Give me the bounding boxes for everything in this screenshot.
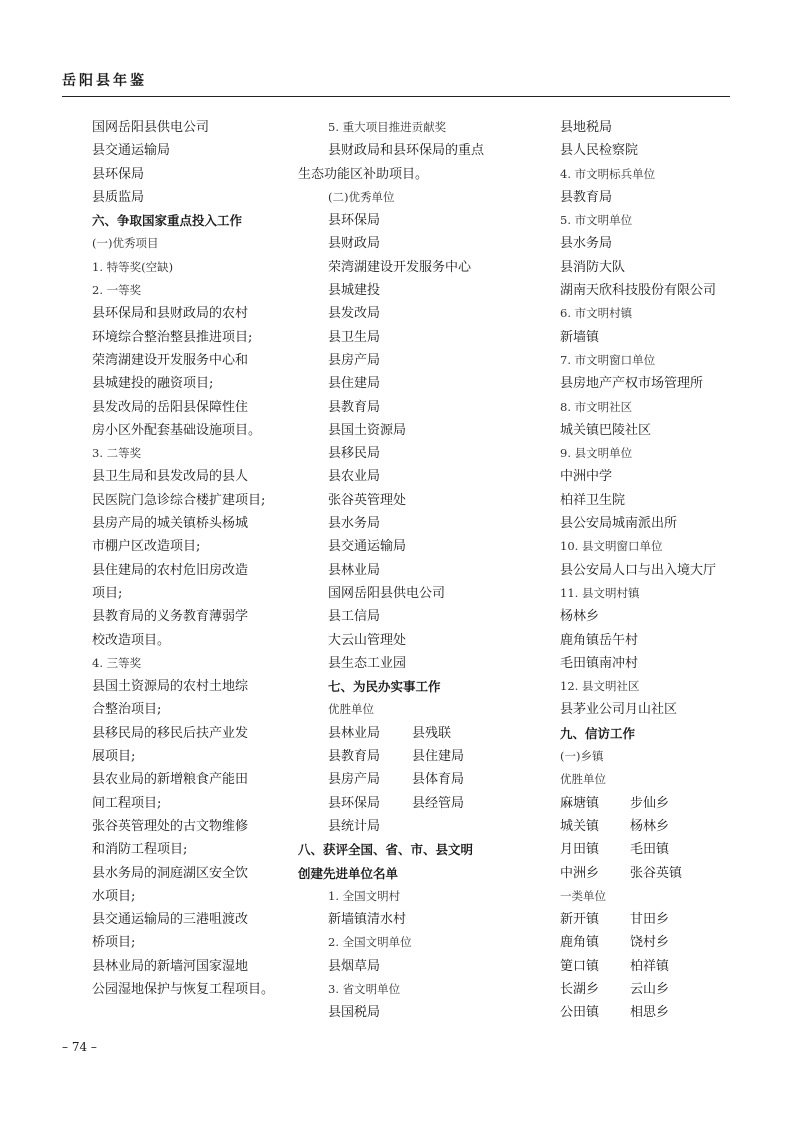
entry-line: 桥项目; [92, 935, 136, 951]
entry-line: 水项目; [92, 888, 136, 904]
entry-line: 环境综合整治整县推进项目; [92, 329, 253, 345]
entry-line: 湖南天欣科技股份有限公司 [560, 283, 717, 299]
sub-heading: 3. 省文明单位 [328, 981, 401, 996]
entry-line: 县房产局的城关镇桥头杨城 [92, 516, 249, 532]
entry-text: 新开镇 [560, 912, 600, 928]
entry-line: 县环保局 [328, 213, 381, 229]
entry-line: 县发改局的岳阳县保障性住 [92, 399, 249, 415]
entry-line: 县交通运输局的三港咀渡改 [92, 912, 249, 928]
sub-heading: 1. 全国文明村 [328, 888, 401, 903]
entry-pair [530, 931, 730, 954]
sub-heading: 8. 市文明社区 [560, 399, 633, 414]
entry-line: 县国税局 [328, 1005, 381, 1021]
entry-text: 步仙乡 [630, 795, 670, 811]
entry-line: 国网岳阳县供电公司 [92, 120, 210, 135]
entry-line: 县工信局 [328, 609, 381, 625]
entry-line: 县消防大队 [560, 259, 626, 275]
entry-line: 荣湾湖建设开发服务中心和 [92, 352, 249, 368]
entry-line: 县城建投 [328, 283, 381, 299]
entry-line: 校改造项目。 [92, 632, 171, 648]
entry-line: 县卫生局 [328, 329, 381, 345]
entry-pair [298, 768, 512, 791]
section-heading: 七、为民办实事工作 [328, 679, 441, 695]
entry-line: 县水务局 [328, 516, 381, 532]
entry-line: 县城建投的融资项目; [92, 376, 214, 392]
entry-line: 市棚户区改造项目; [92, 539, 201, 555]
entry-text: 长湖乡 [560, 981, 600, 997]
entry-line: 城关镇巴陵社区 [560, 422, 652, 438]
entry-pair [530, 955, 730, 978]
entry-line: 县卫生局和县发改局的县人 [92, 469, 249, 485]
entry-line: 项目; [92, 585, 123, 601]
entry-line: 县交通运输局 [328, 539, 407, 555]
sub-heading: 11. 县文明村镇 [560, 585, 640, 600]
entry-text: 县住建局 [412, 749, 465, 765]
entry-text: 相思乡 [630, 1005, 670, 1021]
entry-line: 县农业局 [328, 469, 381, 485]
entry-line: 公园湿地保护与恢复工程项目。 [92, 981, 275, 997]
entry-text: 筻口镇 [560, 958, 600, 974]
entry-line: 县人民检察院 [560, 143, 639, 159]
entry-line: 县统计局 [328, 818, 381, 834]
sub-heading: (一)乡镇 [560, 749, 604, 764]
sub-heading: 5. 重大项目推进贡献奖 [328, 120, 447, 134]
entry-line: 毛田镇南冲村 [560, 655, 639, 671]
entry-text: 县教育局 [328, 749, 381, 765]
entry-line: 房小区外配套基础设施项目。 [92, 422, 262, 438]
running-header: 岳阳县年鉴 [62, 73, 147, 89]
entry-line: 民医院门急诊综合楼扩建项目; [92, 492, 266, 508]
entry-text: 柏祥镇 [630, 958, 670, 974]
entry-line: 县水务局 [560, 236, 613, 252]
entry-text: 公田镇 [560, 1005, 600, 1021]
sub-heading: 优胜单位 [328, 702, 374, 717]
entry-text: 中洲乡 [560, 865, 600, 881]
entry-line: 间工程项目; [92, 795, 162, 811]
entry-text: 毛田镇 [630, 842, 670, 858]
entry-line: 新墙镇清水村 [328, 912, 407, 928]
sub-heading: 2. 全国文明单位 [328, 935, 412, 950]
entry-text: 县残联 [412, 725, 452, 741]
entry-pair [530, 815, 730, 838]
entry-line: 县财政局 [328, 236, 381, 252]
header-rule [62, 96, 730, 97]
entry-line: 县发改局 [328, 306, 381, 322]
section-heading: 创建先进单位名单 [298, 865, 399, 881]
sub-heading: 4. 三等奖 [92, 655, 142, 670]
entry-line: 中洲中学 [560, 469, 613, 485]
entry-pair [530, 978, 730, 1001]
entry-line: 县国土资源局的农村土地综 [92, 679, 249, 695]
entry-pair [530, 1001, 730, 1024]
entry-line: 县房地产产权市场管理所 [560, 376, 704, 392]
sub-heading: 5. 市文明单位 [560, 213, 633, 228]
entry-pair [530, 908, 730, 931]
entry-text: 云山乡 [630, 981, 670, 997]
entry-line: 展项目; [92, 749, 136, 765]
entry-line: 县林业局的新墙河国家湿地 [92, 958, 249, 974]
entry-line: 合整治项目; [92, 702, 162, 718]
column-1 [62, 116, 276, 1001]
entry-line: 县质监局 [92, 189, 145, 205]
entry-line: 县教育局 [560, 189, 613, 205]
entry-pair [298, 745, 512, 768]
sub-heading: (一)优秀项目 [92, 236, 159, 251]
entry-line: 县水务局的洞庭湖区安全饮 [92, 865, 249, 881]
sub-heading: 2. 一等奖 [92, 283, 142, 298]
entry-line: 大云山管理处 [328, 632, 407, 648]
column-3 [530, 116, 730, 1025]
entry-line: 荣湾湖建设开发服务中心 [328, 259, 472, 275]
entry-text: 县体育局 [412, 772, 465, 788]
entry-text: 县经管局 [412, 795, 465, 811]
entry-line: 县移民局 [328, 446, 381, 462]
entry-line: 县住建局 [328, 376, 381, 392]
entry-text: 月田镇 [560, 842, 600, 858]
entry-line: 县林业局 [328, 562, 381, 578]
entry-pair [298, 722, 512, 745]
entry-line: 和消防工程项目; [92, 842, 188, 858]
page-number: – 74 – [62, 1040, 97, 1054]
entry-text: 麻塘镇 [560, 795, 600, 811]
sub-heading: 9. 县文明单位 [560, 446, 633, 461]
entry-line: 县烟草局 [328, 958, 381, 974]
column-2 [298, 116, 512, 1025]
entry-line: 县国土资源局 [328, 422, 407, 438]
entry-line: 县教育局的义务教育薄弱学 [92, 609, 249, 625]
entry-line: 县茅业公司月山社区 [560, 702, 678, 718]
sub-heading: 12. 县文明社区 [560, 679, 640, 694]
entry-line: 张谷英管理处 [328, 492, 407, 508]
entry-line: 县财政局和县环保局的重点 [328, 143, 485, 159]
entry-line: 县生态工业园 [328, 655, 407, 671]
entry-pair [530, 838, 730, 861]
entry-line: 县公安局人口与出入境大厅 [560, 562, 717, 578]
entry-pair [530, 792, 730, 815]
entry-line: 国网岳阳县供电公司 [328, 585, 446, 601]
sub-heading: 优胜单位 [560, 772, 606, 787]
entry-line: 生态功能区补助项目。 [298, 166, 429, 182]
entry-line: 新墙镇 [560, 329, 600, 345]
sub-heading: 10. 县文明窗口单位 [560, 539, 663, 554]
sub-heading: (二)优秀单位 [328, 189, 395, 204]
entry-line: 县环保局 [92, 166, 145, 182]
section-heading: 八、获评全国、省、市、县文明 [298, 842, 474, 858]
entry-line: 县农业局的新增粮食产能田 [92, 772, 249, 788]
entry-line: 县交通运输局 [92, 143, 171, 159]
entry-text: 甘田乡 [630, 912, 670, 928]
entry-line: 县公安局城南派出所 [560, 516, 678, 532]
entry-line: 县住建局的农村危旧房改造 [92, 562, 249, 578]
entry-line: 张谷英管理处的古文物维修 [92, 818, 249, 834]
entry-text: 城关镇 [560, 818, 600, 834]
sub-heading: 4. 市文明标兵单位 [560, 166, 656, 181]
entry-text: 鹿角镇 [560, 935, 600, 951]
entry-text: 饶村乡 [630, 935, 670, 951]
sub-heading: 一类单位 [560, 888, 606, 903]
entry-line: 县环保局和县财政局的农村 [92, 306, 249, 322]
entry-line: 柏祥卫生院 [560, 492, 626, 508]
sub-heading: 6. 市文明村镇 [560, 306, 633, 321]
entry-text: 县房产局 [328, 772, 381, 788]
entry-text: 县环保局 [328, 795, 381, 811]
entry-text: 县林业局 [328, 725, 381, 741]
sub-heading: 1. 特等奖(空缺) [92, 259, 174, 274]
section-heading: 六、争取国家重点投入工作 [92, 213, 243, 229]
entry-text: 杨林乡 [630, 818, 670, 834]
entry-line: 县房产局 [328, 352, 381, 368]
entry-pair [530, 862, 730, 885]
entry-line: 杨林乡 [560, 609, 600, 625]
sub-heading: 7. 市文明窗口单位 [560, 352, 656, 367]
entry-pair [298, 792, 512, 815]
entry-line: 县移民局的移民后扶产业发 [92, 725, 249, 741]
entry-line: 鹿角镇岳午村 [560, 632, 639, 648]
entry-line: 县地税局 [560, 120, 613, 135]
section-heading: 九、信访工作 [560, 725, 636, 741]
sub-heading: 3. 二等奖 [92, 446, 142, 461]
entry-line: 县教育局 [328, 399, 381, 415]
entry-text: 张谷英镇 [630, 865, 683, 881]
